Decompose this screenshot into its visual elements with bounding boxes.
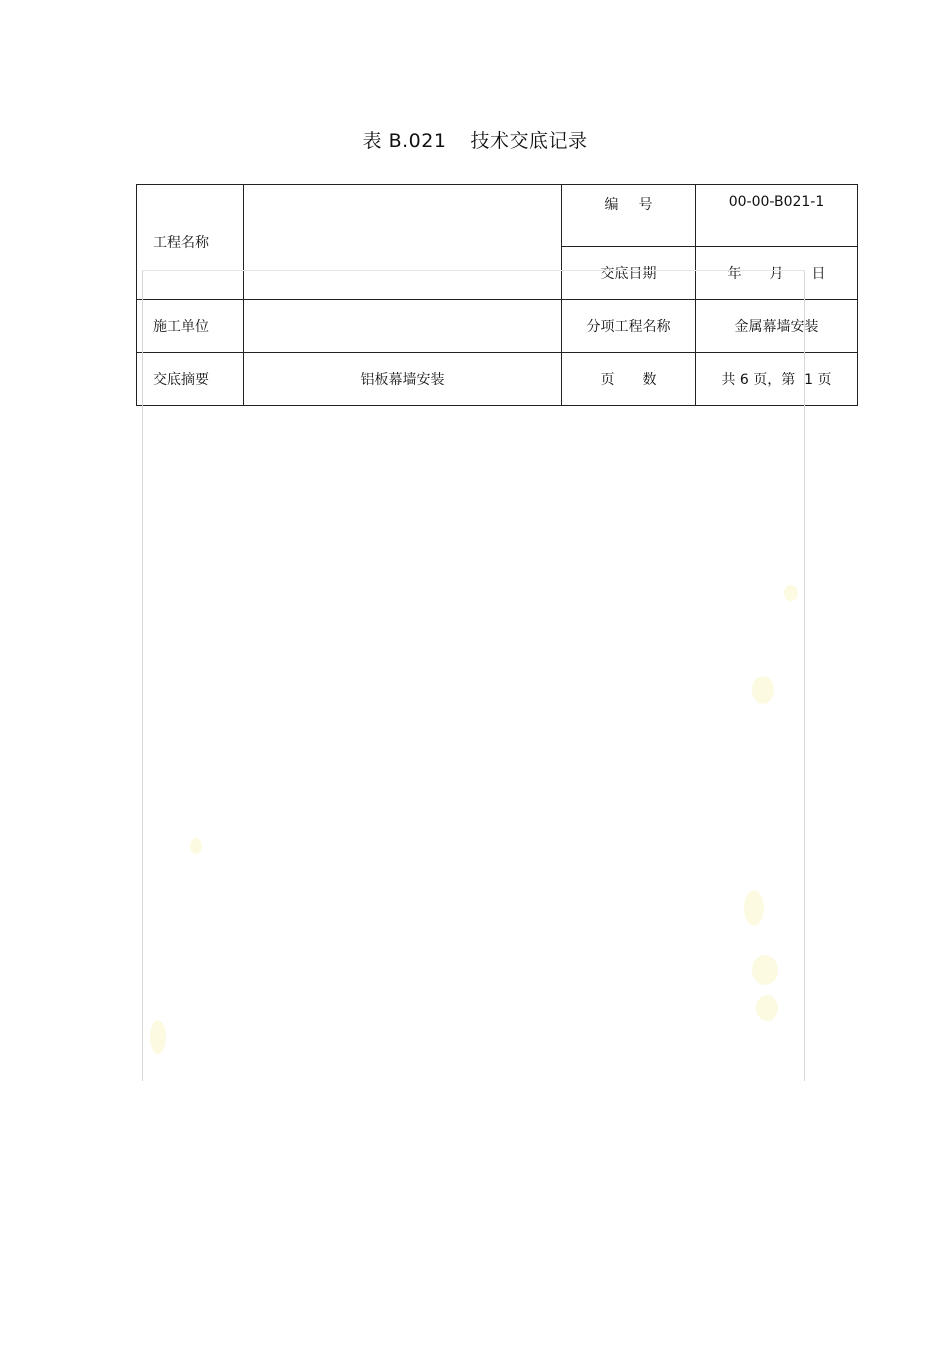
scan-stain [756,995,778,1021]
summary-value: 铝板幕墙安装 [244,353,562,406]
project-name-value [244,185,562,300]
project-name-label: 工程名称 [137,185,244,300]
subproject-value: 金属幕墙安装 [696,300,858,353]
pages-value: 共 6 页，第 1 页 [696,353,858,406]
scan-stain [744,890,764,926]
table-row [137,353,858,406]
contractor-value [244,300,562,353]
record-table [136,184,858,406]
date-label: 交底日期 [562,247,696,300]
contractor-label: 施工单位 [137,300,244,353]
table-row [137,185,858,247]
form-code: 表 B.021 [362,130,447,152]
scan-stain [150,1020,166,1054]
page-title [0,126,950,153]
summary-label: 交底摘要 [137,353,244,406]
scan-stain [784,585,798,601]
table-row [137,300,858,353]
scan-stain [752,955,778,985]
pages-label: 页 数 [562,353,696,406]
form-name: 技术交底记录 [470,130,588,152]
date-value: 年 月 日 [696,247,858,300]
subproject-label: 分项工程名称 [562,300,696,353]
scan-stain [752,676,774,704]
serial-label: 编 号 [562,185,696,247]
serial-value: 00-00-B021-1 [696,185,858,247]
scan-stain [190,838,202,854]
